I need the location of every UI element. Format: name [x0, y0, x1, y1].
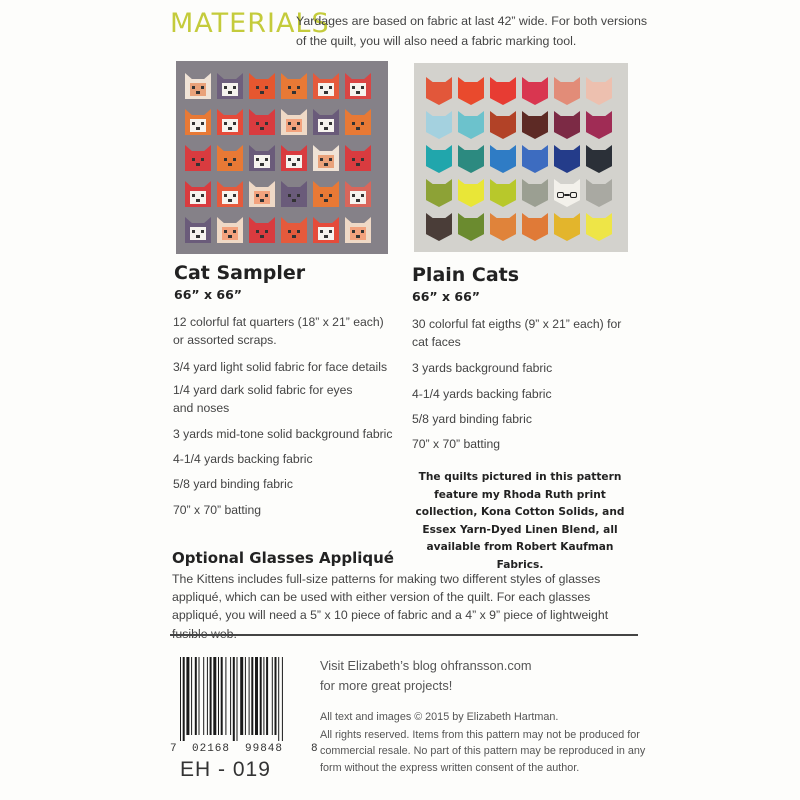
cat-block — [249, 73, 275, 99]
cat-block — [458, 213, 484, 241]
cat-block — [554, 145, 580, 173]
cat-block — [185, 217, 211, 243]
cat-block — [490, 213, 516, 241]
cat-block — [313, 181, 339, 207]
list-item: 70” x 70” batting — [173, 503, 262, 517]
fabric-credit-note: The quilts pictured in this pattern feature my Rhoda Ruth print collection, Kona Cotton Solids, and Essex Yarn-Dyed Linen Blend, all available from Robert Kaufman Fabrics. — [415, 471, 625, 571]
cat-block — [426, 179, 452, 207]
cat-block — [345, 181, 371, 207]
cat-block — [345, 73, 371, 99]
cat-block — [345, 109, 371, 135]
cat-block — [185, 145, 211, 171]
cat-block — [281, 145, 307, 171]
cat-block — [313, 73, 339, 99]
cat-block — [586, 145, 612, 173]
cat-block — [458, 111, 484, 139]
cat-block — [554, 179, 580, 207]
cat-block — [185, 73, 211, 99]
cat-block — [217, 217, 243, 243]
cat-block — [426, 77, 452, 105]
list-item: 4-1/4 yards backing fabric — [412, 387, 552, 401]
cat-block — [426, 145, 452, 173]
plain-cats-quilt-image — [414, 63, 628, 252]
materials-heading: MATERIALS — [170, 8, 330, 39]
cat-block — [249, 181, 275, 207]
cat-block — [490, 77, 516, 105]
cat-block — [281, 109, 307, 135]
plain-cats-title: Plain Cats — [412, 264, 520, 286]
barcode-image — [180, 657, 310, 741]
cat-block — [217, 145, 243, 171]
cat-block — [345, 145, 371, 171]
cat-block — [217, 109, 243, 135]
copyright-line: All text and images © 2015 by Elizabeth Hartman. — [320, 711, 559, 723]
barcode-group-2: 99848 — [245, 743, 284, 755]
cat-sampler-title: Cat Sampler — [174, 262, 306, 284]
cat-block — [522, 111, 548, 139]
cat-block — [522, 213, 548, 241]
cat-block — [586, 179, 612, 207]
cat-block — [313, 217, 339, 243]
cat-block — [522, 179, 548, 207]
list-item: 1/4 yard dark solid fabric for eyes and noses — [173, 383, 353, 415]
cat-block — [458, 145, 484, 173]
rights-notice: All rights reserved. Items from this pattern may not be produced for commercial resale. No part of this pattern may be reproduced in any form without the express written consent of the author. — [320, 729, 646, 774]
barcode-first-digit: 7 — [170, 743, 177, 755]
blog-line-1: Visit Elizabeth’s blog ohfransson.com — [320, 658, 532, 673]
cat-block — [185, 181, 211, 207]
optional-glasses-body: The Kittens includes full-size patterns for making two different styles of glasses appliqué, which can be used with either version of the quilt. For each glasses appliqué, you will need a 5” x 10 piece of fabric and a 4” x 9” piece of lightweight — [172, 572, 609, 623]
product-sku: EH - 019 — [180, 758, 271, 781]
cat-block — [345, 217, 371, 243]
section-divider — [170, 634, 638, 636]
cat-block — [426, 111, 452, 139]
blog-line-2: for more great projects! — [320, 678, 453, 693]
cat-block — [458, 179, 484, 207]
cat-sampler-size: 66” x 66” — [174, 287, 242, 302]
cat-block — [281, 217, 307, 243]
barcode-group-1: 02168 — [192, 743, 231, 755]
plain-cats-size: 66” x 66” — [412, 289, 480, 304]
cat-block — [490, 111, 516, 139]
cat-block — [426, 213, 452, 241]
cat-block — [249, 109, 275, 135]
list-item: 5/8 yard binding fabric — [412, 412, 532, 426]
intro-text: Yardages are based on fabric at last 42” wide. For both versions of the quilt, you will also need a fabric marking tool. — [296, 14, 648, 48]
cat-block — [217, 181, 243, 207]
cat-block — [554, 77, 580, 105]
list-item: 3/4 yard light solid fabric for face details — [173, 360, 388, 374]
list-item: 3 yards mid-tone solid background fabric — [173, 427, 393, 441]
optional-glasses-title: Optional Glasses Appliqué — [172, 549, 394, 567]
cat-block — [458, 77, 484, 105]
list-item: 70” x 70” batting — [412, 437, 501, 451]
cat-block — [217, 73, 243, 99]
cat-block — [313, 145, 339, 171]
cat-block — [249, 217, 275, 243]
list-item: 3 yards background fabric — [412, 361, 553, 375]
cat-block — [185, 109, 211, 135]
cat-block — [281, 181, 307, 207]
cat-block — [522, 77, 548, 105]
cat-block — [490, 179, 516, 207]
cat-block — [522, 145, 548, 173]
cat-sampler-quilt-image — [176, 61, 388, 254]
cat-block — [313, 109, 339, 135]
cat-block — [554, 111, 580, 139]
list-item: 5/8 yard binding fabric — [173, 477, 293, 491]
cat-block — [249, 145, 275, 171]
list-item: 4-1/4 yards backing fabric — [173, 452, 313, 466]
cat-block — [490, 145, 516, 173]
barcode-last-digit: 8 — [311, 743, 318, 755]
cat-block — [586, 77, 612, 105]
cat-block — [586, 111, 612, 139]
list-item: 12 colorful fat quarters (18” x 21” each) or assorted scraps. — [173, 315, 384, 347]
cat-block — [281, 73, 307, 99]
cat-block — [586, 213, 612, 241]
list-item: 30 colorful fat eigths (9” x 21” each) for cat faces — [412, 317, 622, 349]
cat-block — [554, 213, 580, 241]
blog-promo — [320, 656, 640, 696]
